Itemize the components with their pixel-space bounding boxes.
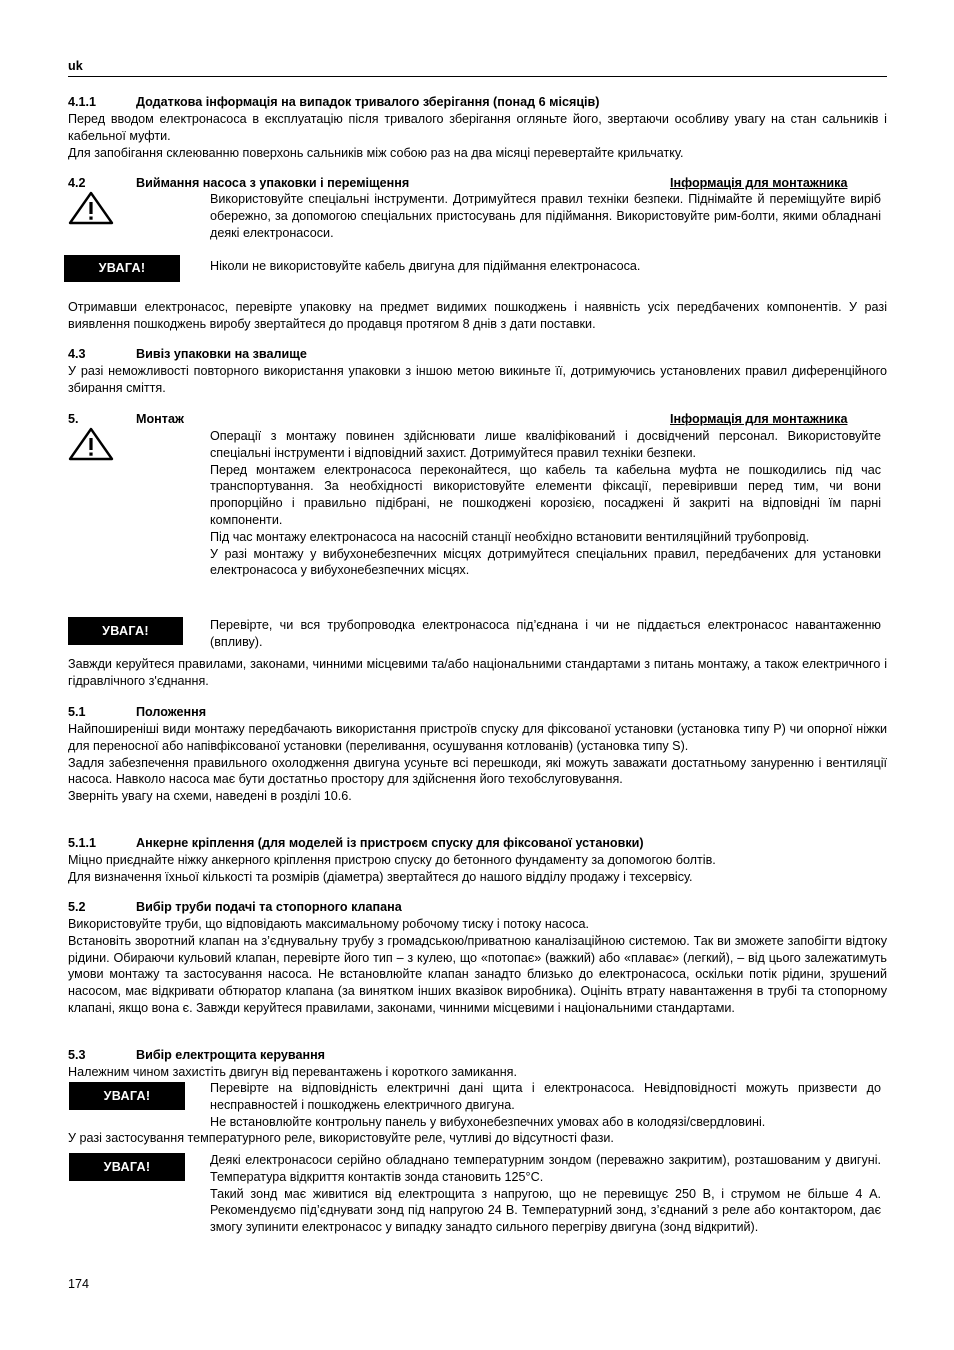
paragraph: Для визначення їхньої кількості та розмірів (діаметра) звертайтеся до нашого відділу продажу і техсервісу. xyxy=(68,869,693,884)
installer-info-label: Інформація для монтажника xyxy=(670,412,848,426)
section-number: 5.3 xyxy=(68,1048,86,1062)
paragraph: Найпоширеніші види монтажу передбачають використання пристроїв спуску для фіксованої установки (установка типу P) чи опорної ніжки для переносної або напівфіксованої установки (переливання, осушування котлованів) (установка типу S). xyxy=(68,722,887,753)
section-number: 5.1 xyxy=(68,705,86,719)
paragraph: Ніколи не використовуйте кабель двигуна для підіймання електронасоса. xyxy=(210,259,641,273)
paragraph: Такий зонд має живитися від електрощита з напругою, що не перевищує 250 В, і струмом не більше 4 А. Рекомендуємо під’єднувати зонд під напругою 24 В. Температурний зонд, з’єднаний з реле або контактором, дає змогу зупинити електронасос у випадку занадто сильного перегріву двигуна (зонд відкритий). xyxy=(210,1186,881,1235)
section-title: Вибір труби подачі та стопорного клапана xyxy=(136,900,402,914)
attention-badge: УВАГА! xyxy=(69,1082,185,1110)
section-number: 4.1.1 xyxy=(68,95,97,109)
paragraph: Деякі електронасоси серійно обладнано температурним зондом (переважно закритим), розташованим у двигуні. Температура відкриття контактів зонда становить 125°C. xyxy=(210,1153,881,1184)
section-5-3-body xyxy=(68,1130,887,1147)
section-number: 5. xyxy=(68,412,79,426)
section-number: 4.2 xyxy=(68,176,86,190)
warning-triangle-icon xyxy=(68,190,114,226)
paragraph: Перевірте на відповідність електричні дані щита і електронасоса. Невідповідності можуть призвести до несправностей і пошкоджень електричного двигуна. xyxy=(210,1081,881,1112)
header-rule xyxy=(68,76,887,77)
warning-text xyxy=(210,428,881,579)
section-title: Монтаж xyxy=(136,412,184,426)
section-5-body xyxy=(68,656,887,690)
paragraph: Перевірте, чи вся трубопроводка електронасоса під’єднана і чи не піддається електронасос навантаженню (впливу). xyxy=(210,618,881,649)
section-heading xyxy=(68,899,887,916)
warning-triangle-icon xyxy=(68,426,114,462)
paragraph: У разі монтажу у вибухонебезпечних місцях дотримуйтеся спеціальних правил, передбачених для установки електронасоса у вибухонебезпечних місцях. xyxy=(210,546,881,578)
section-5-3 xyxy=(68,1047,887,1081)
attention-badge: УВАГА! xyxy=(69,1153,185,1181)
attention-badge: УВАГА! xyxy=(64,255,180,282)
paragraph: Операції з монтажу повинен здійснювати лише кваліфікований і досвідчений персонал. Використовуйте спеціальні інструменти і відповідний захист. Дотримуйтеся правил техніки безпеки. xyxy=(210,429,881,460)
section-heading xyxy=(68,411,887,428)
section-number: 4.3 xyxy=(68,347,86,361)
section-4-2 xyxy=(68,175,887,192)
paragraph: Зверніть увагу на схеми, наведені в розділі 10.6. xyxy=(68,789,352,804)
attention-text xyxy=(210,258,881,275)
section-number: 5.2 xyxy=(68,900,86,914)
paragraph: Задля забезпечення правильного охолодження двигуна усуньте всі перешкоди, які можуть заважати достатньому зануренню і вентиляції насоса. Навколо насоса має бути достатньо простору для здійснення його техобслуговування. xyxy=(68,755,887,787)
section-5-1-1 xyxy=(68,835,887,886)
paragraph: Встановіть зворотний клапан на з’єднувальну трубу з громадською/приватною каналізаційною системою. Так ви зможете запобігти відтоку рідини. Обираючи кульовий клапан, перевірте його тип – з кулею, що «потопає» (важкий) або «плаває» (легкий), – від цього залежатимуть умови монтажу та застосування насоса. Не встановлюйте клапан занадто близько до електронасоса, оскільки потік рідини, зрушений насосом, має відкривати обтюратор клапана (за винятком інших вказівок виробника). Оцініть втрату навантаження в трубі та стопорному клапані, якщо вона є. Завжди керуйтеся правилами, законами, чинними місцевими і національними стандартами. xyxy=(68,933,887,1015)
paragraph: Не встановлюйте контрольну панель у вибухонебезпечних умовах або в колодязі/свердловині. xyxy=(210,1114,766,1129)
section-5-2 xyxy=(68,899,887,1017)
section-5 xyxy=(68,411,887,428)
section-heading xyxy=(68,704,887,721)
paragraph: Завжди керуйтеся правилами, законами, чинними місцевими та/або національними стандартами з питань монтажу, а також електричного і гідравлічного з'єднання. xyxy=(68,657,887,688)
paragraph: Отримавши електронасос, перевірте упаковку на предмет видимих пошкоджень і наявність усіх передбачених компонентів. У разі виявлення пошкоджень виробу звертайтеся до продавця протягом 8 днів з дати поставки. xyxy=(68,300,887,331)
section-4-1-1 xyxy=(68,94,887,161)
section-5-1 xyxy=(68,704,887,805)
language-code: uk xyxy=(68,59,83,73)
section-title: Положення xyxy=(136,705,207,719)
paragraph: Для запобігання склеюванню поверхонь сальників між собою раз на два місяці перевертайте крильчатку. xyxy=(68,145,684,160)
paragraph: Належним чином захистіть двигун від перевантажень і короткого замикання. xyxy=(68,1065,517,1079)
section-4-3 xyxy=(68,346,887,397)
section-title: Анкерне кріплення (для моделей із пристроєм спуску для фіксованої установки) xyxy=(136,836,644,850)
section-heading xyxy=(68,835,887,852)
paragraph: Використовуйте спеціальні інструменти. Дотримуйтеся правил техніки безпеки. Піднімайте й переміщуйте виріб обережно, за допомогою спеціальних пристосувань для підіймання. Використовуйте рим-болти, якими обладнані деякі електронасоси. xyxy=(210,192,881,240)
section-4-2-body xyxy=(68,299,887,333)
section-heading xyxy=(68,94,887,111)
attention-badge: УВАГА! xyxy=(68,617,183,645)
attention-text xyxy=(210,617,881,651)
section-number: 5.1.1 xyxy=(68,836,97,850)
page-number: 174 xyxy=(68,1277,90,1291)
section-heading xyxy=(68,346,887,363)
paragraph: У разі неможливості повторного використання упаковки з іншою метою викиньте її, дотримуючись установлених правил диференційного збирання сміття. xyxy=(68,364,887,395)
installer-info-label: Інформація для монтажника xyxy=(670,176,848,190)
paragraph: У разі застосування температурного реле, використовуйте реле, чутливі до відсутності фази. xyxy=(68,1131,614,1145)
paragraph: Під час монтажу електронасоса на насосній станції необхідно встановити вентиляційний трубопровід. xyxy=(210,529,810,544)
section-title: Вибір електрощита керування xyxy=(136,1048,326,1062)
section-title: Додаткова інформація на випадок тривалого зберігання (понад 6 місяців) xyxy=(136,95,600,109)
paragraph: Перед вводом електронасоса в експлуатацію після тривалого зберігання огляньте його, звертаючи особливу увагу на стан сальників і кабельної муфти. xyxy=(68,112,887,143)
paragraph: Використовуйте труби, що відповідають максимальному робочому тиску і потоку насоса. xyxy=(68,917,590,931)
section-title: Виймання насоса з упаковки і переміщення xyxy=(136,176,410,190)
document-page xyxy=(68,0,887,1350)
section-heading xyxy=(68,1047,887,1064)
paragraph: Перед монтажем електронасоса переконайтеся, що кабель та кабельна муфта не пошкодились під час транспортування. За необхідності використовуйте елементи фіксації, перевіривши перед тим, чи вони пропорційно і правильно підібрані, не пошкоджені корозією, посаджені й закриті на відповідні їм парні компоненти. xyxy=(210,462,881,527)
section-heading xyxy=(68,175,887,192)
attention-text xyxy=(210,1152,881,1236)
paragraph: Міцно приєднайте ніжку анкерного кріплення пристрою спуску до бетонного фундаменту за допомогою болтів. xyxy=(68,853,716,867)
warning-text xyxy=(210,191,881,241)
section-title: Вивіз упаковки на звалище xyxy=(136,347,307,361)
attention-text xyxy=(210,1080,881,1130)
